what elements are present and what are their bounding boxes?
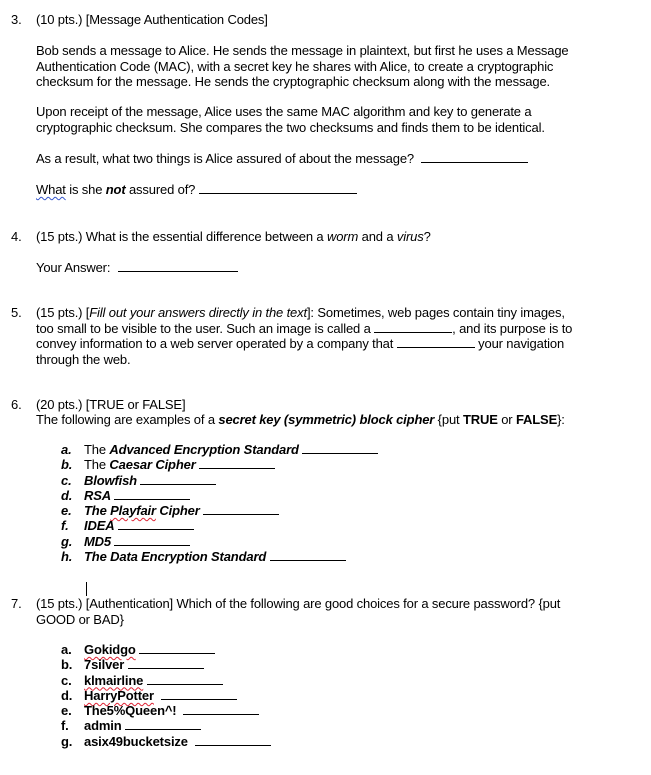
cipher-name: RSA <box>84 487 111 503</box>
answer-blank[interactable] <box>118 260 238 272</box>
question-number: 6. <box>11 397 22 412</box>
term-worm: worm <box>326 229 359 244</box>
item-text <box>84 503 279 518</box>
question-number: 4. <box>11 229 22 244</box>
answer-blank[interactable] <box>195 734 271 746</box>
answer-label: Your Answer: <box>36 260 111 275</box>
intro-text: }: <box>557 412 565 427</box>
item-label: a. <box>61 442 72 457</box>
body-text: convey information to a web server operated by a company that <box>36 336 397 351</box>
password-value: HarryPotter <box>84 687 154 703</box>
prompt-text: As a result, what two things is Alice assured of about the message? <box>36 151 414 166</box>
item-label: f. <box>61 718 69 734</box>
answer-blank[interactable] <box>118 518 194 530</box>
item-label: c. <box>61 472 72 488</box>
answer-blank[interactable] <box>114 488 190 500</box>
emphasis-text: not <box>105 182 126 197</box>
item-label: d. <box>61 687 73 703</box>
question-number: 3. <box>11 12 22 27</box>
intro-text: The following are examples of a <box>36 412 219 427</box>
header-text: (20 pts.) [TRUE or FALSE] <box>36 397 186 412</box>
item-text <box>84 549 346 564</box>
password-value: admin <box>84 718 122 734</box>
item-label: b. <box>61 457 73 473</box>
cipher-name: Caesar Cipher <box>109 457 196 473</box>
answer-blank[interactable] <box>203 503 279 515</box>
answer-blank[interactable] <box>183 703 259 715</box>
body-text: ]: Sometimes, web pages contain tiny images, <box>306 305 565 320</box>
item-prefix: The <box>84 442 110 457</box>
text-cursor <box>86 582 87 596</box>
prompt-text: is she <box>65 182 106 197</box>
cipher-name: MD5 <box>84 533 111 549</box>
cipher-name: Advanced Encryption Standard <box>109 442 299 457</box>
item-label: f. <box>61 518 69 534</box>
paragraph-line: Bob sends a message to Alice. He sends the message in plaintext, but first he uses a Message <box>36 43 569 58</box>
item-text <box>84 703 259 718</box>
answer-blank[interactable] <box>302 442 378 454</box>
password-value: asix49bucketsize <box>84 733 188 749</box>
password-value: 7silver <box>84 657 125 673</box>
question-body <box>36 305 611 367</box>
item-label: e. <box>61 703 72 719</box>
paragraph-line: cryptographic checksum. She compares the two checksums and finds them to be identical. <box>36 119 545 135</box>
item-label: b. <box>61 657 73 673</box>
header-text: ? <box>423 229 431 244</box>
body-text: , and its purpose is to <box>452 320 573 336</box>
answer-blank[interactable] <box>147 673 223 685</box>
answer-blank[interactable] <box>270 549 346 561</box>
answer-blank[interactable] <box>199 457 275 469</box>
body-text: (15 pts.) [ <box>36 305 90 320</box>
cipher-name: Cipher <box>155 503 200 519</box>
true-keyword: TRUE <box>462 412 498 427</box>
paragraph-line: Authentication Code (MAC), with a secret key he shares with Alice, to create a cryptographic <box>36 58 554 74</box>
item-label: e. <box>61 503 72 519</box>
body-line: through the web. <box>36 351 131 367</box>
item-label: g. <box>61 533 73 549</box>
item-label: c. <box>61 672 72 688</box>
item-prefix: The <box>84 457 110 473</box>
question-header: (10 pts.) [Message Authentication Codes] <box>36 12 268 27</box>
item-text <box>84 688 237 703</box>
emphasis-text: secret key (symmetric) block cipher <box>218 412 435 427</box>
password-value: The5%Queen^! <box>84 703 177 719</box>
question-number: 7. <box>11 596 22 611</box>
item-text <box>84 457 275 472</box>
prompt-text: assured of? <box>125 182 196 197</box>
item-text <box>84 473 216 488</box>
item-text <box>84 673 223 688</box>
question-intro <box>36 412 611 428</box>
password-value: klmairline <box>84 672 144 688</box>
spell-flagged-word: Playfair <box>110 503 156 519</box>
body-text: your navigation <box>474 336 565 351</box>
answer-row <box>36 260 611 276</box>
item-text <box>84 488 190 503</box>
question-number: 5. <box>11 305 22 320</box>
header-text: (15 pts.) [Authentication] Which of the following are good choices for a secure password? {put <box>36 596 561 611</box>
paragraph-line: Upon receipt of the message, Alice uses the same MAC algorithm and key to generate a <box>36 104 532 119</box>
cipher-name: Blowfish <box>84 472 137 488</box>
item-label: a. <box>61 642 72 657</box>
body-line <box>36 305 611 321</box>
item-text <box>84 642 215 657</box>
body-line <box>36 321 611 337</box>
answer-blank[interactable] <box>139 642 215 654</box>
answer-blank[interactable] <box>128 657 204 669</box>
header-text: (15 pts.) What is the essential difference between a <box>36 229 327 244</box>
cipher-name: The <box>84 503 111 519</box>
answer-blank[interactable] <box>374 321 452 333</box>
item-text <box>84 442 378 457</box>
instruction-text: Fill out your answers directly in the text <box>89 305 307 320</box>
grammar-flagged-word: What <box>36 182 66 197</box>
item-label: h. <box>61 549 73 565</box>
item-text <box>84 518 194 533</box>
header-text: and a <box>358 229 397 244</box>
question-paragraph <box>36 43 611 90</box>
term-virus: virus <box>396 229 424 244</box>
body-line <box>36 336 611 352</box>
answer-blank[interactable] <box>114 534 190 546</box>
question-header <box>36 229 611 245</box>
intro-text: or <box>497 412 516 427</box>
false-keyword: FALSE <box>515 412 558 427</box>
answer-blank[interactable] <box>199 182 357 194</box>
item-label: g. <box>61 733 73 749</box>
header-text: GOOD or BAD} <box>36 611 124 627</box>
item-text <box>84 657 204 672</box>
answer-blank[interactable] <box>397 336 475 348</box>
password-value: Gokidgo <box>84 642 136 657</box>
item-label: d. <box>61 487 73 503</box>
question-header <box>36 397 611 413</box>
cipher-name: The Data Encryption Standard <box>84 549 267 565</box>
answer-blank[interactable] <box>421 151 528 163</box>
question-header <box>36 596 611 627</box>
item-text <box>84 534 190 549</box>
cipher-name: IDEA <box>84 518 115 534</box>
answer-blank[interactable] <box>140 473 216 485</box>
question-paragraph <box>36 104 611 135</box>
answer-blank[interactable] <box>125 718 201 730</box>
question-prompt <box>36 182 611 198</box>
body-text: too small to be visible to the user. Such an image is called a <box>36 320 375 336</box>
intro-text: {put <box>434 412 463 427</box>
question-prompt <box>36 151 611 167</box>
answer-blank[interactable] <box>161 688 237 700</box>
item-text <box>84 718 201 733</box>
item-text <box>84 734 271 749</box>
paragraph-line: checksum for the message. He sends the cryptographic checksum along with the message. <box>36 74 551 89</box>
